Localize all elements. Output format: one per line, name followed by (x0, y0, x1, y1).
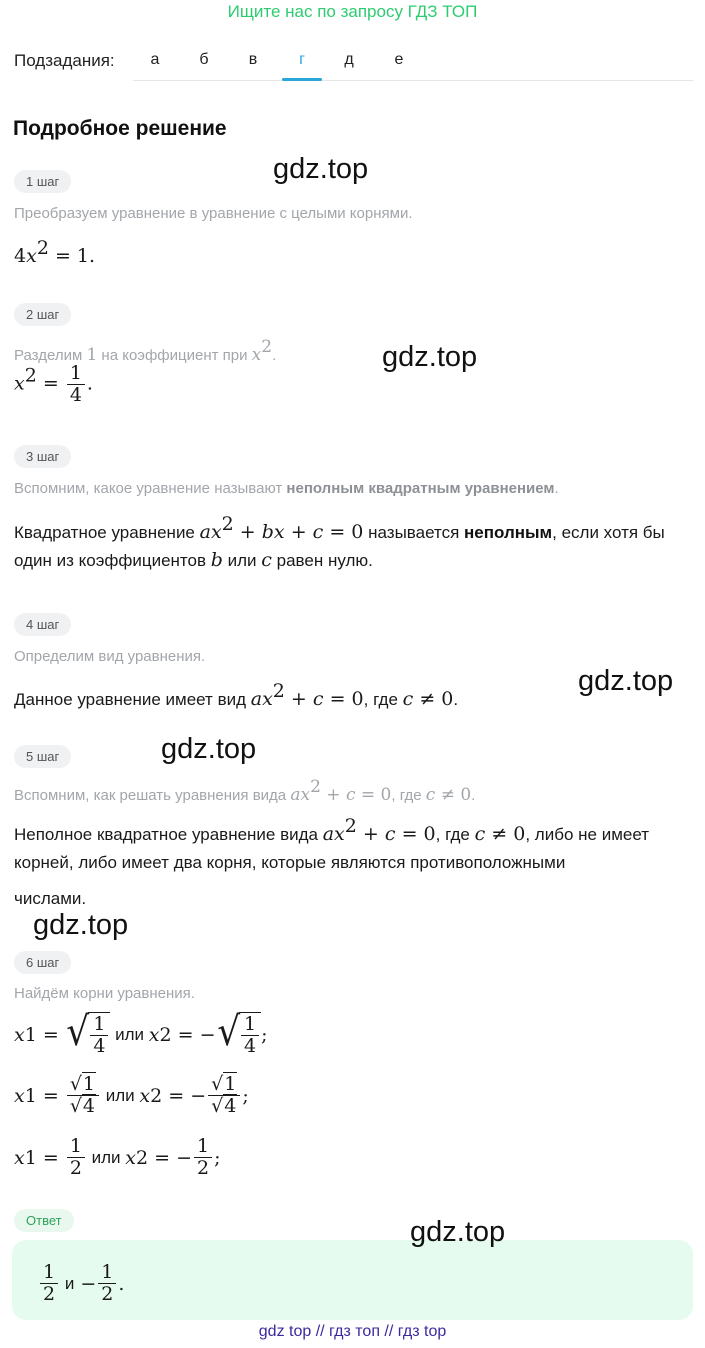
step-hint: Определим вид уравнения. (14, 648, 206, 665)
step-text: числами. (14, 889, 87, 908)
tab-b[interactable]: б (199, 51, 209, 68)
step-badge: 1 шаг (14, 170, 71, 193)
footer-links[interactable]: gdz top // гдз топ // гдз top (258, 1323, 447, 1340)
answer-formula: $\frac{1}{2}$ и − $\frac{1}{2}$ . (38, 1262, 124, 1306)
tab-g[interactable]: г (299, 51, 305, 68)
step-badge: 3 шаг (14, 445, 71, 468)
step-text: Неполное квадратное уравнение вида $ax^2 + c = 0$, где c ≠ 0, либо не имеет (14, 815, 650, 845)
step-badge: 4 шаг (14, 613, 71, 636)
answer-badge: Ответ (14, 1209, 74, 1232)
step-badge: 2 шаг (14, 303, 71, 326)
watermark: gdz.top (161, 733, 257, 765)
step-text: корней, либо имеет два корня, которые являются противоположными (14, 853, 566, 872)
step-hint: Найдём корни уравнения. (14, 985, 195, 1002)
tab-v[interactable]: в (248, 51, 258, 68)
step-formula: $x^2$ = $\frac{1}{4}$ . (14, 362, 93, 406)
tab-a[interactable]: а (150, 51, 160, 68)
active-tab-indicator (282, 78, 322, 81)
watermark: gdz.top (273, 153, 369, 185)
step-hint: Преобразуем уравнение в уравнение с целыми корнями. (14, 205, 413, 222)
watermark: gdz.top (578, 665, 674, 697)
step-text: один из коэффициентов b или c равен нулю. (14, 549, 373, 571)
root-formula-2: x 1 = $\frac{√1}{√4}$ или x 2 = − $\frac{√1}{√4}$ ; (14, 1073, 249, 1117)
tab-d[interactable]: д (344, 51, 354, 68)
root-formula-3: x 1 = $\frac{1}{2}$ или x 2 = − $\frac{1}{2}$ ; (14, 1135, 221, 1179)
step-badge: 6 шаг (14, 951, 71, 974)
step-hint: Вспомним, какое уравнение называют неполным квадратным уравнением. (14, 480, 559, 497)
watermark: gdz.top (382, 341, 478, 373)
watermark: gdz.top (33, 909, 129, 941)
tab-e[interactable]: е (394, 51, 404, 68)
top-banner-link[interactable]: Ищите нас по запросу ГДЗ ТОП (227, 2, 478, 21)
watermark: gdz.top (410, 1216, 506, 1248)
step-hint: Разделим 1 на коэффициент при $x^2$. (14, 337, 277, 365)
root-formula-1: x 1 = √ $\frac{1}{4}$ или x 2 = − √ $\frac{1}{4}$ ; (14, 1009, 268, 1057)
step-hint: Вспомним, как решать уравнения вида $ax^2 + c = 0$, где c ≠ 0. (14, 777, 476, 805)
step-badge: 5 шаг (14, 745, 71, 768)
tabs-divider (133, 80, 693, 81)
solution-heading: Подробное решение (13, 117, 227, 140)
subtasks-label: Подзадания: (14, 51, 115, 70)
step-formula: $4x^2 = 1$. (14, 237, 96, 267)
step-text: Данное уравнение имеет вид $ax^2 + c = 0$, где c ≠ 0. (14, 680, 459, 710)
step-text: Квадратное уравнение $ax^2$ + bx + c = 0 называется неполным, если хотя бы (14, 513, 665, 543)
